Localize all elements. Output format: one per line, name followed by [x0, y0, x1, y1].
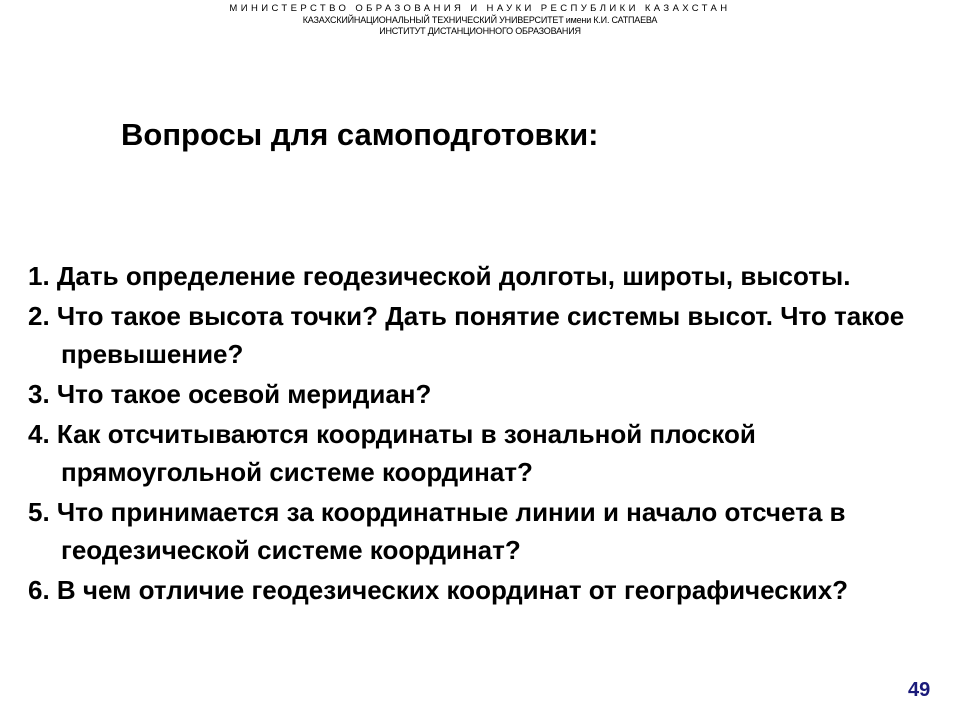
question-item: 4. Как отсчитываются координаты в зональной плоской прямоугольной системе координат? [28, 419, 756, 487]
question-item: 2. Что такое высота точки? Дать понятие системы высот. Что такое превышение? [28, 301, 905, 369]
question-item: 3. Что такое осевой меридиан? [28, 379, 432, 409]
question-item: 5. Что принимается за координатные линии и начало отсчета в геодезической системе координат? [28, 497, 846, 565]
slide-header [0, 3, 960, 37]
ministry-line: МИНИСТЕРСТВО ОБРАЗОВАНИЯ И НАУКИ РЕСПУБЛИКИ КАЗАХСТАН [229, 3, 731, 14]
university-line: КАЗАХСКИЙНАЦИОНАЛЬНЫЙ ТЕХНИЧЕСКИЙ УНИВЕРСИТЕТ имени К.И. САТПАЕВА [302, 15, 658, 25]
institute-line: ИНСТИТУТ ДИСТАНЦИОННОГО ОБРАЗОВАНИЯ [379, 26, 581, 36]
question-item: 6. В чем отличие геодезических координат от географических? [28, 575, 849, 605]
slide-title: Вопросы для самоподготовки: [121, 117, 599, 152]
page-number: 49 [908, 679, 931, 701]
question-item: 1. Дать определение геодезической долготы, широты, высоты. [28, 261, 851, 291]
question-list [28, 257, 908, 611]
